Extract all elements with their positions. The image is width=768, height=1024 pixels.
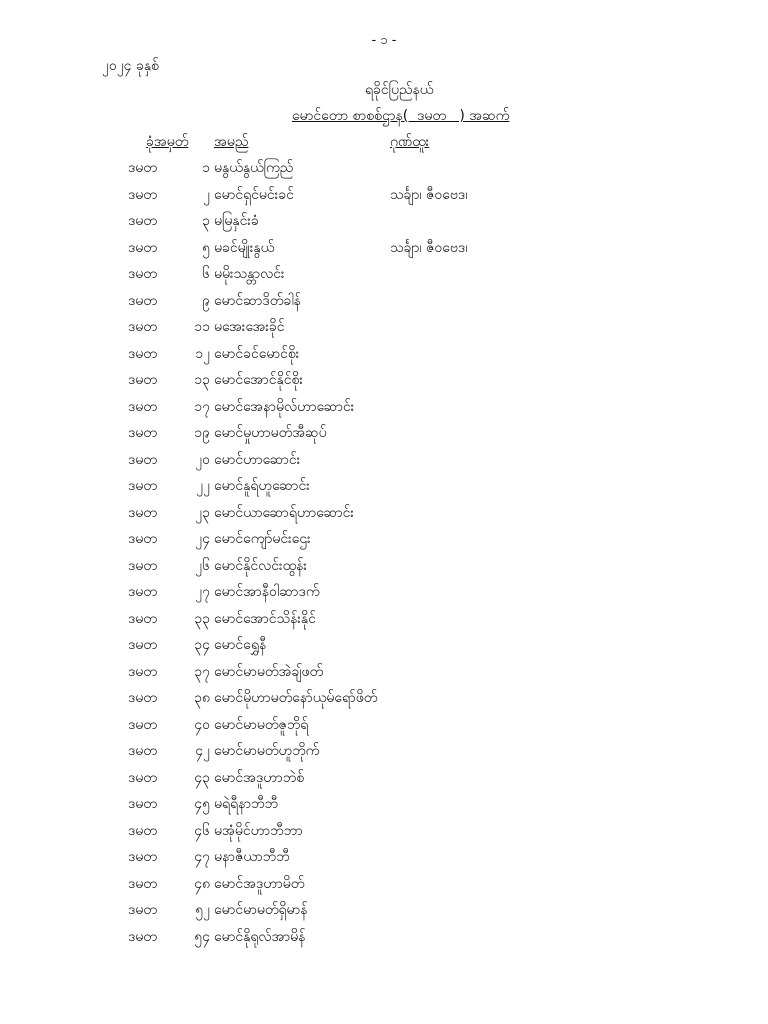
roll-number: ၄၇ — [194, 849, 210, 865]
student-name: မောင်မာမတ်ဇူဘိုရ် — [214, 716, 309, 733]
list-item — [0, 874, 768, 901]
student-name: မောင်မှုဟာမတ်အီဆုပ် — [214, 425, 327, 441]
student-name: မောင်မာမတ်အဲချ်ဖတ် — [214, 663, 324, 680]
roll-number: ၃၃ — [194, 610, 210, 627]
roll-number: ၂၄ — [195, 531, 210, 547]
roll-number: ၂၃ — [195, 504, 210, 521]
column-header-name: အမည် — [214, 134, 249, 150]
list-item — [0, 556, 768, 583]
student-name: မောင်နိုရုလ်အာမိန် — [214, 928, 306, 945]
roll-class: ဒမတ — [128, 398, 157, 415]
roll-class: ဒမတ — [128, 875, 157, 892]
student-name: မမြနှင်းခံ — [214, 213, 259, 229]
list-item — [0, 821, 768, 848]
list-item — [0, 450, 768, 477]
list-item — [0, 582, 768, 609]
student-name: မမိုးသန္တာလင်း — [214, 266, 285, 282]
distinction: သင်္ချာ၊ ဇီဝဗေဒ၊ — [390, 239, 468, 256]
list-item — [0, 158, 768, 185]
roll-class: ဒမတ — [128, 796, 157, 812]
roll-number: ၄၈ — [194, 875, 210, 892]
roll-class: ဒမတ — [128, 266, 157, 282]
roll-class: ဒမတ — [128, 292, 157, 309]
list-item — [0, 370, 768, 397]
roll-number: ၅၂ — [195, 902, 210, 918]
student-name: မောင်ရွှေနီ — [214, 637, 267, 653]
roll-class: ဒမတ — [128, 928, 157, 945]
year-label: ၂၀၂၄ ခုနှစ် — [102, 58, 159, 74]
roll-class: ဒမတ — [128, 557, 157, 574]
roll-number: ၄၂ — [195, 743, 210, 759]
center-title: မောင်တော စာစစ်ဌာန( ဒမတ ) အဆက် — [292, 108, 510, 124]
distinction: သင်္ချာ၊ ဇီဝဗေဒ၊ — [390, 186, 468, 203]
page-number: - ၁ - — [371, 33, 397, 48]
student-name: မောင်အေနာမိုလ်ဟာဆောင်း — [214, 398, 355, 415]
student-name: မောင်ခင်မောင်စိုး — [214, 345, 300, 362]
roll-class: ဒမတ — [128, 716, 157, 733]
roll-number: ၆ — [202, 266, 210, 282]
roll-class: ဒမတ — [128, 637, 157, 653]
roll-number: ၅၄ — [194, 928, 210, 945]
roll-class: ဒမတ — [128, 822, 157, 839]
list-item — [0, 317, 768, 344]
roll-number: ၂၆ — [195, 557, 210, 574]
roll-number: ၅ — [202, 239, 210, 256]
list-item — [0, 211, 768, 238]
list-item — [0, 238, 768, 265]
list-item — [0, 264, 768, 291]
student-name: မောင်ယာဆောရ်ဟာဆောင်း — [214, 504, 354, 521]
roll-class: ဒမတ — [128, 239, 157, 256]
list-item — [0, 476, 768, 503]
roll-class: ဒမတ — [128, 690, 157, 706]
roll-class: ဒမတ — [128, 743, 157, 759]
roll-number: ၃၈ — [194, 690, 210, 706]
list-item — [0, 847, 768, 874]
roll-number: ၂၂ — [196, 478, 210, 494]
roll-class: ဒမတ — [128, 345, 157, 362]
list-item — [0, 768, 768, 795]
list-item — [0, 397, 768, 424]
roll-number: ၂၀ — [195, 451, 210, 468]
student-name: မောင်အဒူဟာမိတ် — [214, 875, 305, 892]
student-name: မောင်ကျော်မင်းဌေး — [214, 531, 311, 547]
student-name: မောင်ဟာဆောင်း — [214, 451, 301, 468]
roll-number: ၁၁ — [194, 319, 210, 335]
roll-number: ၁၃ — [194, 372, 210, 388]
roll-number: ၂၇ — [195, 584, 210, 600]
roll-class: ဒမတ — [128, 902, 157, 918]
roll-number: ၃ — [202, 213, 210, 229]
list-item — [0, 635, 768, 662]
results-list — [0, 158, 768, 953]
list-item — [0, 688, 768, 715]
state-title-text: ရခိုင်ပြည်နယ် — [365, 82, 434, 98]
student-name: မောင်ဆာဒိတ်ခါန် — [214, 292, 301, 309]
list-item — [0, 185, 768, 212]
roll-class: ဒမတ — [128, 849, 157, 865]
roll-number: ၁ — [202, 160, 210, 176]
list-item — [0, 900, 768, 927]
roll-class: ဒမတ — [128, 478, 157, 494]
student-name: မောင်ရှင်မင်းခင် — [214, 186, 294, 203]
list-item — [0, 423, 768, 450]
roll-class: ဒမတ — [128, 213, 157, 229]
student-name: မောင်အဒူဟာဘဲစ် — [214, 769, 305, 786]
student-name: မခင်မျိုးနွယ် — [214, 239, 275, 256]
roll-class: ဒမတ — [128, 372, 157, 388]
student-name: မနာဇီယာဘီဘီ — [214, 849, 290, 865]
roll-number: ၁၇ — [194, 398, 210, 415]
roll-class: ဒမတ — [128, 663, 157, 680]
roll-class: ဒမတ — [128, 451, 157, 468]
roll-number: ၉ — [202, 292, 210, 309]
roll-class: ဒမတ — [128, 319, 157, 335]
list-item — [0, 741, 768, 768]
roll-class: ဒမတ — [128, 610, 157, 627]
student-name: မနွယ်နွယ်ကြည် — [214, 160, 294, 176]
list-item — [0, 503, 768, 530]
list-item — [0, 291, 768, 318]
roll-class: ဒမတ — [128, 425, 157, 441]
list-item — [0, 927, 768, 954]
roll-number: ၁၂ — [195, 345, 210, 362]
roll-number: ၃၄ — [194, 637, 210, 653]
student-name: မရဲရီနာဘီဘီ — [214, 796, 279, 812]
student-name: မောင်နူရ်ဟူဆောင်း — [214, 478, 310, 494]
list-item — [0, 344, 768, 371]
student-name: မအုံမိုင်ဟာဘီဘာ — [214, 822, 303, 839]
student-name: မအေးအေးခိုင် — [214, 319, 285, 335]
list-item — [0, 794, 768, 821]
student-name: မောင်အောင်သိန်းနိုင် — [214, 610, 316, 627]
student-name: မောင်အောင်နိုင်စိုး — [214, 372, 303, 388]
column-header-distinction: ဂုဏ်ထူး — [390, 134, 430, 150]
roll-class: ဒမတ — [128, 769, 157, 786]
student-name: မောင်နိုင်လင်းထွန်း — [214, 557, 307, 574]
student-name: မောင်မာမတ်ရှိမာန် — [214, 902, 308, 918]
roll-number: ၂ — [203, 186, 210, 203]
student-name: မောင်မာမတ်ဟူဘိုက် — [214, 743, 320, 759]
roll-number: ၃၇ — [194, 663, 210, 680]
roll-class: ဒမတ — [128, 531, 157, 547]
student-name: မောင်အာနီဝါဆာဒက် — [214, 584, 320, 600]
list-item — [0, 662, 768, 689]
roll-class: ဒမတ — [128, 186, 157, 203]
list-item — [0, 715, 768, 742]
roll-number: ၄၅ — [194, 796, 210, 812]
roll-number: ၄၀ — [194, 716, 210, 733]
roll-class: ဒမတ — [128, 504, 157, 521]
roll-class: ဒမတ — [128, 160, 157, 176]
roll-number: ၁၉ — [194, 425, 210, 441]
roll-number: ၄၆ — [194, 822, 210, 839]
roll-number: ၄၃ — [194, 769, 210, 786]
list-item — [0, 529, 768, 556]
roll-class: ဒမတ — [128, 584, 157, 600]
student-name: မောင်မိုဟာမတ်နော်ယုမ်ရော်ဖိတ် — [214, 690, 378, 706]
list-item — [0, 609, 768, 636]
column-header-roll-number: ခုံအမှတ် — [146, 134, 189, 150]
